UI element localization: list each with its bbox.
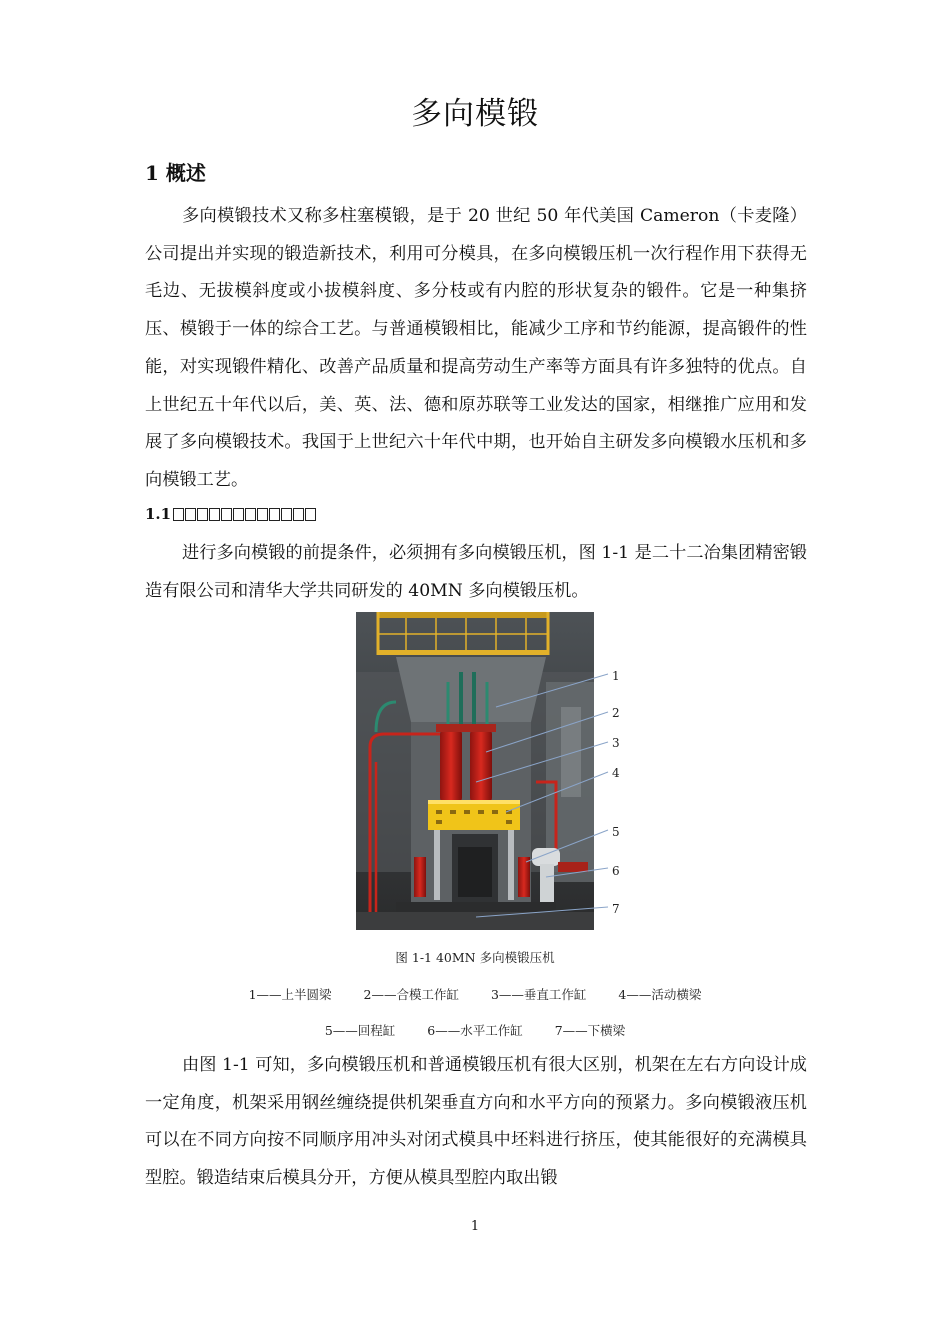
legend-item: 3——垂直工作缸	[490, 987, 587, 1002]
legend-item: 5——回程缸	[324, 1023, 396, 1038]
figure-caption: 图 1-1 40MN 多向模锻压机	[395, 950, 555, 965]
callout-1: 1	[612, 669, 620, 683]
figure-legend-row-1	[0, 985, 950, 1003]
analysis-paragraph: 由图 1-1 可知，多向模锻压机和普通模锻压机有很大区别，机架在左右方向设计成一定角度，机架采用钢丝缠绕提供机架垂直方向和水平方向的预紧力。多向模锻液压机可以在不同方向按不同顺序用冲头对闭式模具中坯料进行挤压，使其能很好的充满模具型腔。锻造结束后模具分开，方便从模具型腔内取出锻	[145, 1055, 807, 1189]
page-title: 多向模锻	[411, 96, 539, 132]
section-heading: 1 概述	[145, 161, 206, 185]
callout-4: 4	[612, 766, 620, 780]
callout-3: 3	[612, 736, 620, 750]
callout-5: 5	[612, 825, 620, 839]
figure-intro-paragraph: 进行多向模锻的前提条件，必须拥有多向模锻压机，图 1-1 是二十二冶集团精密锻造有限公司和清华大学共同研发的 40MN 多向模锻压机。	[145, 543, 807, 601]
legend-item: 7——下横梁	[554, 1023, 626, 1038]
subsection-heading	[145, 505, 317, 523]
page-number: 1	[470, 1219, 480, 1234]
callout-lines	[356, 612, 636, 932]
figure-legend-row-2	[0, 1021, 950, 1039]
subsection-number: 1.1	[145, 505, 172, 523]
callout-7: 7	[612, 902, 620, 916]
intro-paragraph: 多向模锻技术又称多柱塞模锻，是于 20 世纪 50 年代美国 Cameron（卡麦隆）公司提出并实现的锻造新技术，利用可分模具，在多向模锻压机一次行程作用下获得无毛边、无拔模斜度或小拔模斜度、多分枝或有内腔的形状复杂的锻件。它是一种集挤压、模锻于一体的综合工艺。与普通模锻相比，能减少工序和节约能源，提高锻件的性能，对实现锻件精化、改善产品质量和提高劳动生产率等方面具有许多独特的优点。自上世纪五十年代以后，美、英、法、德和原苏联等工业发达的国家，相继推广应用和发展了多向模锻技术。我国于上世纪六十年代中期，也开始自主研发多向模锻水压机和多向模锻工艺。	[145, 206, 807, 490]
legend-item: 4——活动横梁	[618, 987, 702, 1002]
missing-glyph-boxes	[173, 508, 317, 521]
legend-item: 6——水平工作缸	[427, 1023, 523, 1038]
legend-item: 1——上半圆梁	[248, 987, 332, 1002]
callout-2: 2	[612, 706, 620, 720]
callout-6: 6	[612, 864, 620, 878]
legend-item: 2——合模工作缸	[363, 987, 459, 1002]
